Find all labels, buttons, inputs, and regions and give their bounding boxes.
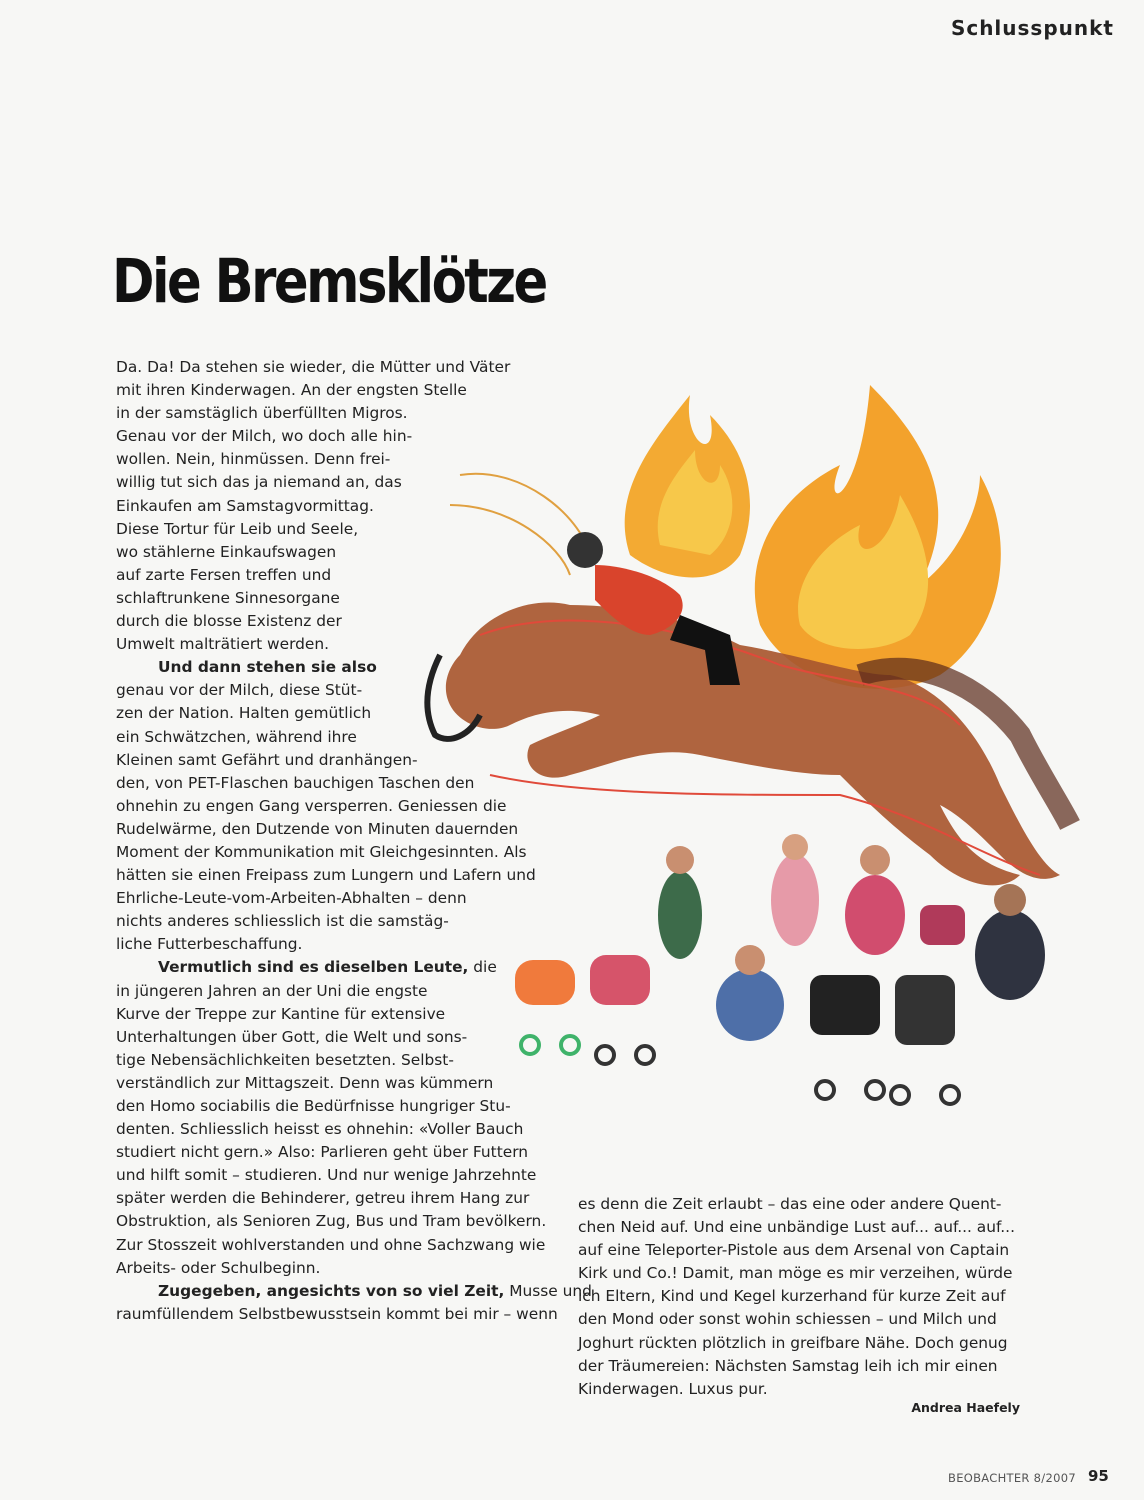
text-line: ich Eltern, Kind und Kegel kurzerhand für kurze Zeit auf — [578, 1287, 1006, 1306]
author-name: Andrea Haefely — [911, 1400, 1020, 1415]
text-line: den Homo sociabilis die Bedürfnisse hungriger Stu- — [116, 1097, 511, 1115]
text-line: Einkaufen am Samstagvormittag. — [116, 496, 374, 515]
text-line: Rudelwärme, den Dutzende von Minuten dauernden — [116, 819, 519, 838]
text-line: den Mond oder sonst wohin schiessen – und Milch und — [578, 1310, 997, 1329]
text-line: Moment der Kommunikation mit Gleichgesinnten. Als — [116, 842, 527, 861]
headline: Die Bremsklötze — [112, 246, 546, 317]
text-line: denten. Schliesslich heisst es ohnehin: «Voller Bauch — [116, 1120, 524, 1139]
text-line: willig tut sich das ja niemand an, das — [116, 473, 402, 492]
text-line: Ehrliche-Leute-vom-Arbeiten-Abhalten – denn — [116, 889, 467, 908]
text-line: verständlich zur Mittagszeit. Denn was kümmern — [116, 1073, 494, 1092]
text-line: nichts anderes schliesslich ist die samstäg- — [116, 912, 449, 931]
article-column-left — [116, 356, 592, 1326]
text-line: in jüngeren Jahren an der Uni die engste — [116, 981, 428, 1000]
page-number: 95 — [1088, 1467, 1109, 1485]
text-line: ohnehin zu engen Gang versperren. Geniessen die — [116, 796, 507, 815]
paragraph-text: Musse und — [504, 1281, 592, 1300]
text-line: wo stählerne Einkaufswagen — [116, 542, 337, 561]
text-line: Zur Stosszeit wohlverstanden und ohne Sachzwang wie — [116, 1235, 546, 1254]
text-line: Diese Tortur für Leib und Seele, — [116, 519, 359, 538]
text-line: mit ihren Kinderwagen. An der engsten Stelle — [116, 381, 467, 400]
paragraph-text: die — [468, 958, 497, 977]
text-line: den, von PET-Flaschen bauchigen Taschen den — [116, 773, 475, 792]
text-line: tige Nebensächlichkeiten besetzten. Selbst- — [116, 1050, 454, 1069]
paragraph-lead: Und dann stehen sie also — [158, 658, 377, 677]
text-line: Obstruktion, als Senioren Zug, Bus und Tram bevölkern. — [116, 1212, 547, 1231]
text-line: studiert nicht gern.» Also: Parlieren geht über Futtern — [116, 1143, 529, 1162]
text-line: chen Neid auf. Und eine unbändige Lust auf... auf... auf... — [578, 1218, 1015, 1237]
text-line: durch die blosse Existenz der — [116, 612, 342, 631]
text-line: Da. Da! Da stehen sie wieder, die Mütter und Väter — [116, 358, 511, 376]
paragraph-lead: Zugegeben, angesichts von so viel Zeit, — [158, 1281, 505, 1300]
text-line: Kurve der Treppe zur Kantine für extensive — [116, 1004, 446, 1023]
text-line: in der samstäglich überfüllten Migros. — [116, 404, 408, 423]
text-line: genau vor der Milch, diese Stüt- — [116, 681, 363, 700]
text-line: zen der Nation. Halten gemütlich — [116, 704, 372, 723]
text-line — [116, 1280, 592, 1303]
text-line: der Träumereien: Nächsten Samstag leih ich mir einen — [578, 1356, 998, 1375]
text-line: es denn die Zeit erlaubt – das eine oder andere Quent- — [578, 1195, 1002, 1213]
text-line: auf eine Teleporter-Pistole aus dem Arsenal von Captain — [578, 1241, 1010, 1260]
paragraph-lead: Vermutlich sind es dieselben Leute, — [158, 958, 469, 977]
text-line: später werden die Behinderer, getreu ihrem Hang zur — [116, 1189, 530, 1208]
text-line: Kirk und Co.! Damit, man möge es mir verzeihen, würde — [578, 1264, 1013, 1283]
text-line: Unterhaltungen über Gott, die Welt und sons- — [116, 1027, 468, 1046]
text-line: Kleinen samt Gefährt und dranhängen- — [116, 750, 418, 769]
footer-magazine: BEOBACHTER 8/2007 — [948, 1471, 1076, 1485]
text-line — [116, 956, 556, 979]
text-line: Arbeits- oder Schulbeginn. — [116, 1258, 321, 1277]
text-line: hätten sie einen Freipass zum Lungern und Lafern und — [116, 866, 536, 885]
text-line: liche Futterbeschaffung. — [116, 935, 303, 954]
text-line: Kinderwagen. Luxus pur. — [578, 1379, 768, 1398]
section-label: Schlusspunkt — [950, 16, 1114, 40]
text-line: wollen. Nein, hinmüssen. Denn frei- — [116, 450, 391, 469]
text-line: Genau vor der Milch, wo doch alle hin- — [116, 427, 413, 446]
text-line: Umwelt malträtiert werden. — [116, 635, 330, 654]
text-line: auf zarte Fersen treffen und — [116, 565, 332, 584]
text-line — [116, 656, 556, 679]
text-line: Joghurt rückten plötzlich in greifbare Nähe. Doch genug — [578, 1333, 1008, 1352]
text-line: und hilft somit – studieren. Und nur wenige Jahrzehnte — [116, 1166, 537, 1185]
text-line: schlaftrunkene Sinnesorgane — [116, 588, 340, 607]
article-column-right — [578, 1193, 1020, 1401]
text-line: ein Schwätzchen, während ihre — [116, 727, 357, 746]
text-line: raumfüllendem Selbstbewusstsein kommt bei mir – wenn — [116, 1304, 558, 1323]
